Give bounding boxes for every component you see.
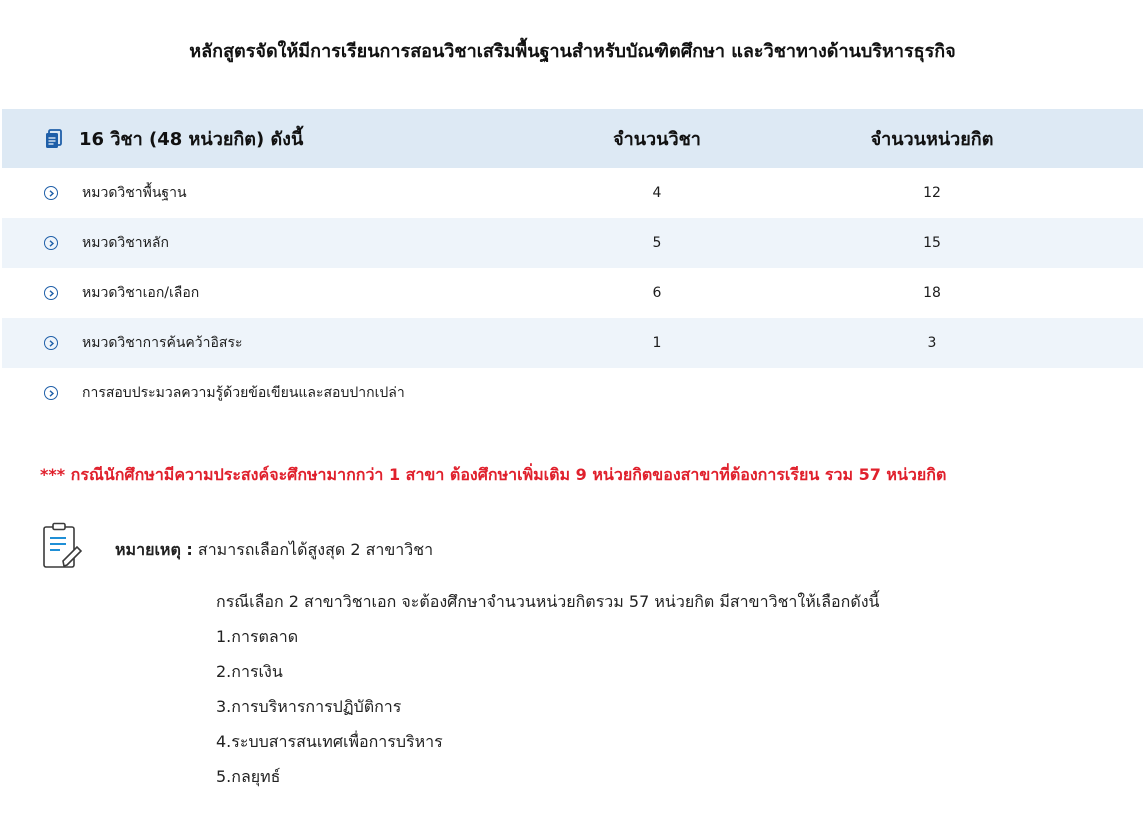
note-details xyxy=(216,590,879,800)
row-credits: 12 xyxy=(923,185,941,201)
row-credits: 3 xyxy=(927,335,937,351)
chevron-right-circle-icon xyxy=(44,286,58,300)
page-title: หลักสูตรจัดให้มีการเรียนการสอนวิชาเสริมพื้นฐานสำหรับบัณฑิตศึกษา และวิชาทางด้านบริหารธุรกิจ xyxy=(189,41,956,62)
curriculum-table xyxy=(2,109,1143,418)
row-subjects: 6 xyxy=(652,285,662,301)
row-label: หมวดวิชาเอก/เลือก xyxy=(82,285,200,301)
note-label: หมายเหตุ : xyxy=(115,540,193,559)
chevron-right-circle-icon xyxy=(44,336,58,350)
list-item: 4.ระบบสารสนเทศเพื่อการบริหาร xyxy=(216,732,443,751)
table-header xyxy=(2,109,1143,168)
table-row xyxy=(2,168,1143,218)
chevron-right-circle-icon xyxy=(44,186,58,200)
list-item: 3.การบริหารการปฏิบัติการ xyxy=(216,697,402,716)
note-intro: กรณีเลือก 2 สาขาวิชาเอก จะต้องศึกษาจำนวนหน่วยกิตรวม 57 หน่วยกิต มีสาขาวิชาให้เลือกดังนี้ xyxy=(216,592,880,611)
clipboard-pencil-icon xyxy=(42,522,84,570)
row-subjects: 4 xyxy=(652,185,662,201)
list-item: 2.การเงิน xyxy=(216,662,283,681)
row-credits: 18 xyxy=(923,285,941,301)
row-label: หมวดวิชาการค้นคว้าอิสระ xyxy=(82,335,243,351)
header-subjects: จำนวนวิชา xyxy=(613,129,701,150)
chevron-right-circle-icon xyxy=(44,386,58,400)
note-text: สามารถเลือกได้สูงสุด 2 สาขาวิชา xyxy=(197,540,434,559)
note xyxy=(115,538,433,563)
row-label: หมวดวิชาหลัก xyxy=(82,235,169,251)
header-summary-label: 16 วิชา (48 หน่วยกิต) ดังนี้ xyxy=(79,129,304,150)
table-row xyxy=(2,268,1143,318)
header-credits: จำนวนหน่วยกิต xyxy=(870,129,994,150)
row-subjects: 1 xyxy=(652,335,662,351)
row-label: การสอบประมวลความรู้ด้วยข้อเขียนและสอบปากเปล่า xyxy=(82,385,405,401)
row-label: หมวดวิชาพื้นฐาน xyxy=(82,185,187,201)
chevron-right-circle-icon xyxy=(44,236,58,250)
row-subjects: 5 xyxy=(652,235,662,251)
table-row xyxy=(2,368,1143,418)
table-row xyxy=(2,218,1143,268)
header-cell-summary xyxy=(2,124,532,153)
document-icon xyxy=(45,129,63,149)
list-item: 5.กลยุทธ์ xyxy=(216,767,281,786)
table-row xyxy=(2,318,1143,368)
row-credits: 15 xyxy=(923,235,941,251)
list-item: 1.การตลาด xyxy=(216,627,299,646)
multi-major-warning: *** กรณีนักศึกษามีความประสงค์จะศึกษามากกว่า 1 สาขา ต้องศึกษาเพิ่มเติม 9 หน่วยกิตของสาขาที่ต้องการเรียน รวม 57 หน่วยกิต xyxy=(40,465,947,484)
